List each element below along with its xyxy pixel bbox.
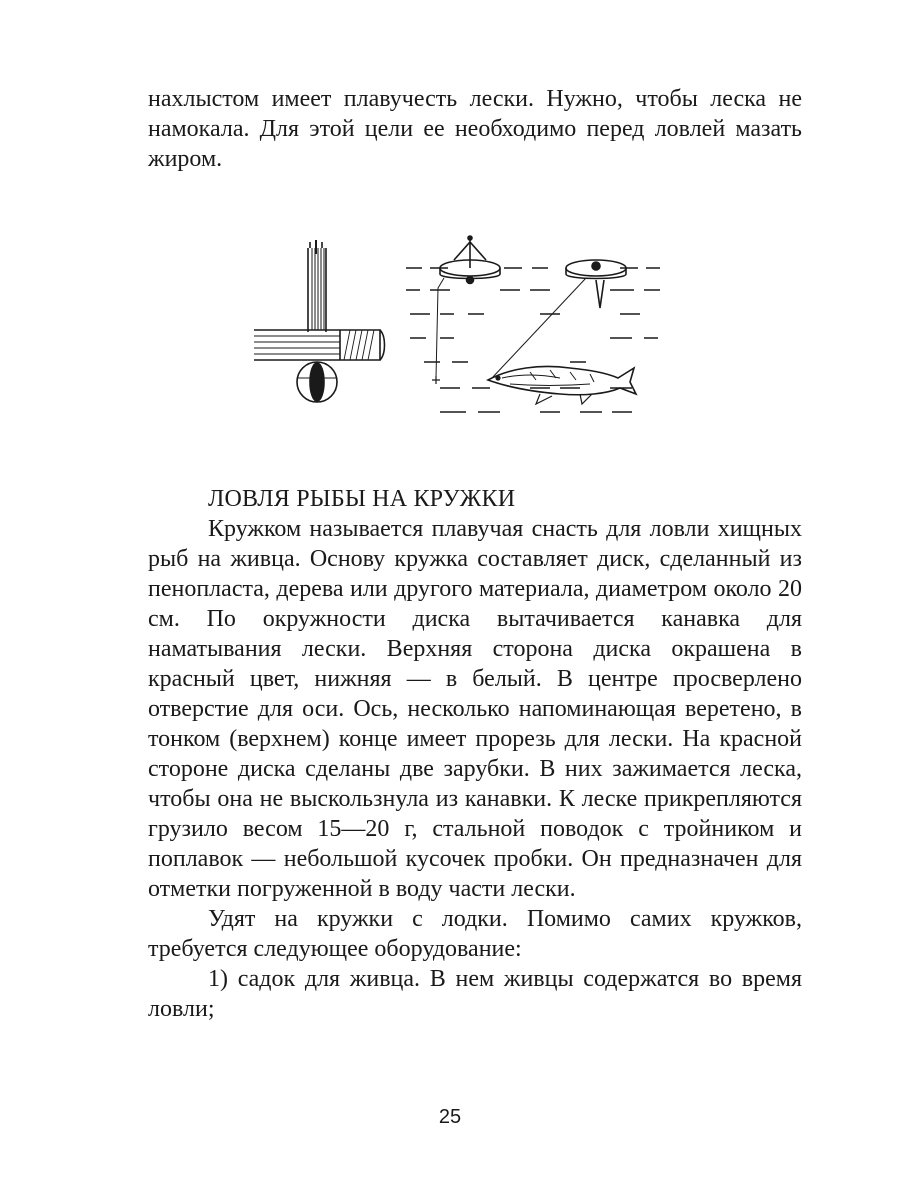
fishing-circle-tackle-illustration bbox=[240, 228, 660, 428]
body-paragraph: 1) садок для живца. В нем живцы содержатся во время ловли; bbox=[148, 966, 802, 1022]
page-number: 25 bbox=[438, 1106, 462, 1128]
top-paragraph: нахлыстом имеет плавучесть лески. Нужно, чтобы леска не намокала. Для этой цели ее необходимо перед ловлей мазать жиром. bbox=[148, 86, 802, 172]
body-paragraph: Кружком называется плавучая снасть для ловли хищных рыб на живца. Основу кружка составляет диск, сделанный из пенопласта, дерева или другого материала, диаметром около 20 см. По окружности диска вытачивается канавка для наматывания лески. Верхняя сторона диска окрашена в красный цвет, нижняя — в белый. В центре просверлено отверстие для оси. Ось, несколько напоминающая веретено, в тонком (верхнем) конце имеет прорезь для лески. На красной стороне диска сделаны две зарубки. В них зажимается леска, чтобы она не выскользнула из канавки. К леске прикрепляются грузило весом 15—20 г, стальной поводок с тройником и поплавок — небольшой кусочек пробки. Он предназначен для отметки погруженной в воду части лески. bbox=[148, 516, 802, 902]
body-paragraph: Удят на кружки с лодки. Помимо самих кружков, требуется следующее оборудование: bbox=[148, 906, 802, 962]
water-scene-icon bbox=[406, 236, 660, 412]
top-paragraph-block bbox=[148, 84, 802, 174]
section-heading: ЛОВЛЯ РЫБЫ НА КРУЖКИ bbox=[208, 486, 516, 512]
section-body bbox=[148, 514, 802, 1024]
axle-cross-section-icon bbox=[254, 240, 385, 402]
